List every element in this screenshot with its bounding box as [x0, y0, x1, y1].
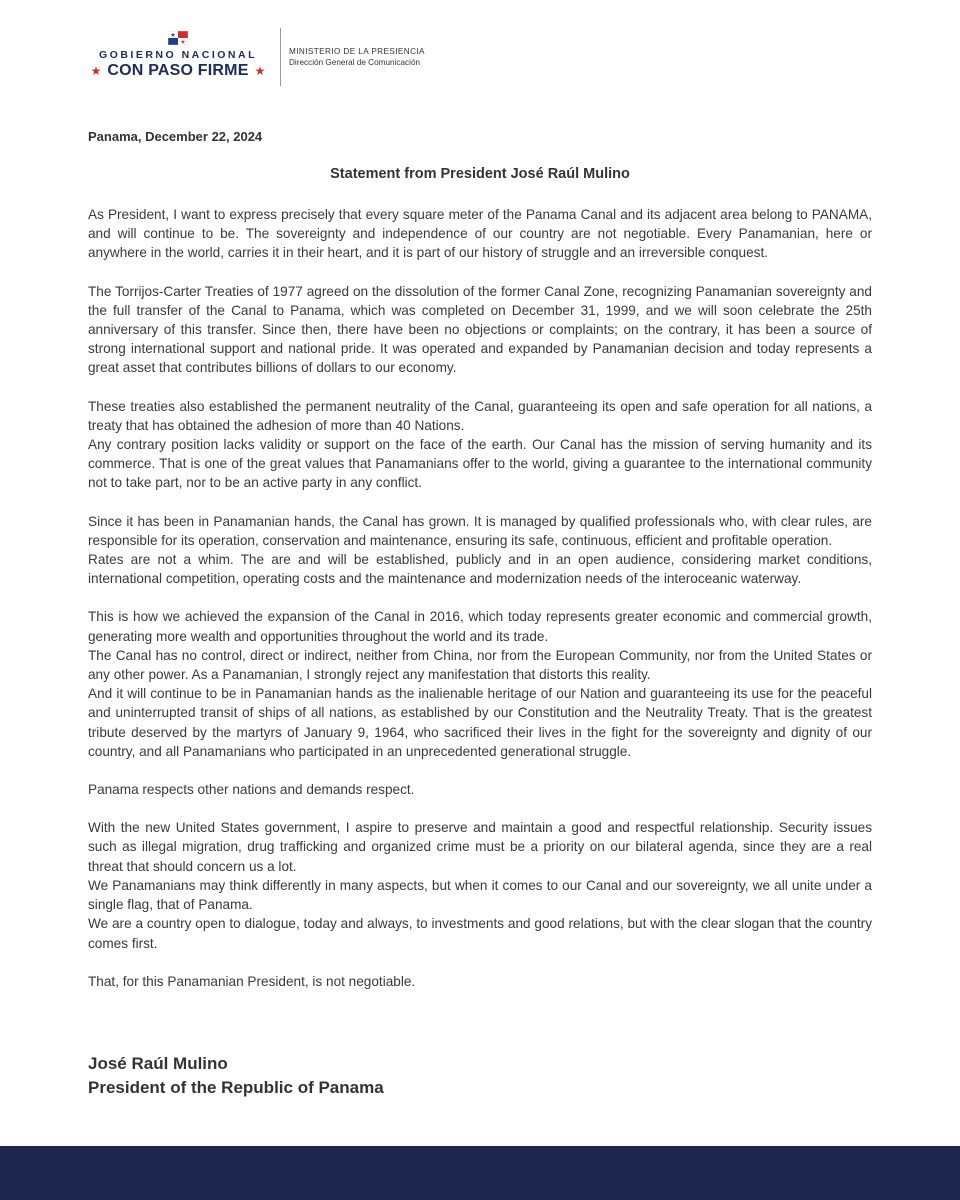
paragraph-text: The Torrijos-Carter Treaties of 1977 agreed on the dissolution of the former Canal Zone, recognizing Panamanian sovereignty and the full transfer of the Canal to Panama, which was completed on December 31, 1999, and we will soon celebrate the 25th anniversary of this transfer. Since then, there have been no objections or complaints; on the contrary, it has been a source of strong international support and national pride. It was operated and expanded by Panamanian decision and today represents a great asset that contributes billions of dollars to our economy.	[88, 283, 872, 376]
paragraph-text: This is how we achieved the expansion of the Canal in 2016, which today represents greater economic and commercial growth, generating more wealth and opportunities throughout the world and its trade.	[88, 609, 872, 644]
paragraph	[88, 818, 872, 952]
paragraph-text: Since it has been in Panamanian hands, the Canal has grown. It is managed by qualified professionals who, with clear rules, are responsible for its operation, conservation and maintenance, ensuring its safe, continuous, efficient and profitable operation.	[88, 513, 872, 548]
ministry-name: MINISTERIO DE LA PRESIENCIA	[289, 47, 425, 56]
signatory-position: President of the Republic of Panama	[88, 1078, 384, 1097]
government-logo	[88, 28, 268, 86]
paragraph-text: We Panamanians may think differently in many aspects, but when it comes to our Canal and our sovereignty, we all unite under a single flag, that of Panama.	[88, 877, 872, 913]
signatory-name: José Raúl Mulino	[88, 1054, 228, 1073]
paragraph	[88, 512, 872, 589]
department-name: Dirección General de Comunicación	[289, 58, 421, 67]
paragraph	[88, 397, 872, 493]
logo-slogan-row	[88, 62, 268, 80]
paragraph-text: Panama respects other nations and demands respect.	[88, 782, 415, 798]
paragraph-text: Rates are not a whim. The are and will be established, publicly and in an open audience, considering market conditions, international competition, operating costs and the maintenance and modernization needs of the interoceanic waterway.	[88, 552, 872, 587]
letterhead	[88, 28, 425, 86]
paragraph-text: With the new United States government, I aspire to preserve and maintain a good and respectful relationship. Security issues such as illegal migration, drug trafficking and organized crime must be a priority on our bilateral agenda, since they are a real threat that should concern us a lot.	[88, 820, 872, 874]
statement-title: Statement from President José Raúl Mulino	[330, 166, 630, 182]
paragraph	[88, 972, 872, 991]
header-divider	[280, 28, 281, 86]
logo-line-1: GOBIERNO NACIONAL	[99, 49, 257, 61]
paragraph-text: That, for this Panamanian President, is not negotiable.	[88, 973, 416, 989]
paragraph-text: These treaties also established the permanent neutrality of the Canal, guaranteeing its open and safe operation for all nations, a treaty that has obtained the adhesion of more than 40 Nations.	[88, 398, 872, 433]
paragraph	[88, 205, 872, 263]
star-icon: ★	[254, 64, 266, 78]
paragraph-text: Any contrary position lacks validity or support on the face of the earth. Our Canal has the mission of serving humanity and its commerce. That is one of the great values that Panamanians offer to the world, giving a guarantee to the international community not to take part, nor to be an active party in any conflict.	[88, 437, 872, 491]
paragraph-text: We are a country open to dialogue, today and always, to investments and good relations, but with the clear slogan that the country comes first.	[88, 916, 872, 951]
panama-flag-icon	[168, 31, 188, 45]
star-icon: ★	[90, 64, 102, 78]
paragraph	[88, 282, 872, 378]
paragraph	[88, 607, 872, 761]
logo-line-2: CON PASO FIRME	[107, 62, 249, 79]
paragraph-text: As President, I want to express precisely that every square meter of the Panama Canal and its adjacent area belong to PANAMA, and will continue to be. The sovereignty and independence of our country are not negotiable. Every Panamanian, here or anywhere in the world, carries it in their heart, and it is part of our history of struggle and an irreversible conquest.	[88, 207, 872, 261]
signature-block	[88, 1052, 384, 1100]
footer-bar	[0, 1146, 960, 1200]
paragraph	[88, 780, 872, 799]
letter-date: Panama, December 22, 2024	[88, 129, 263, 144]
statement-body	[88, 205, 872, 1010]
ministry-block	[289, 47, 425, 67]
paragraph-text: And it will continue to be in Panamanian hands as the inalienable heritage of our Nation and guaranteeing its use for the peaceful and uninterrupted transit of ships of all nations, as established by our Constitution and the Neutrality Treaty. That is the greatest tribute deserved by the martyrs of January 9, 1964, who sacrificed their lives in the fight for the sovereignty and dignity of our country, and all Panamanians who participated in an unprecedented generational struggle.	[88, 686, 872, 759]
paragraph-text: The Canal has no control, direct or indirect, neither from China, nor from the European Community, nor from the United States or any other power. As a Panamanian, I strongly reject any manifestation that distorts this reality.	[88, 647, 872, 683]
